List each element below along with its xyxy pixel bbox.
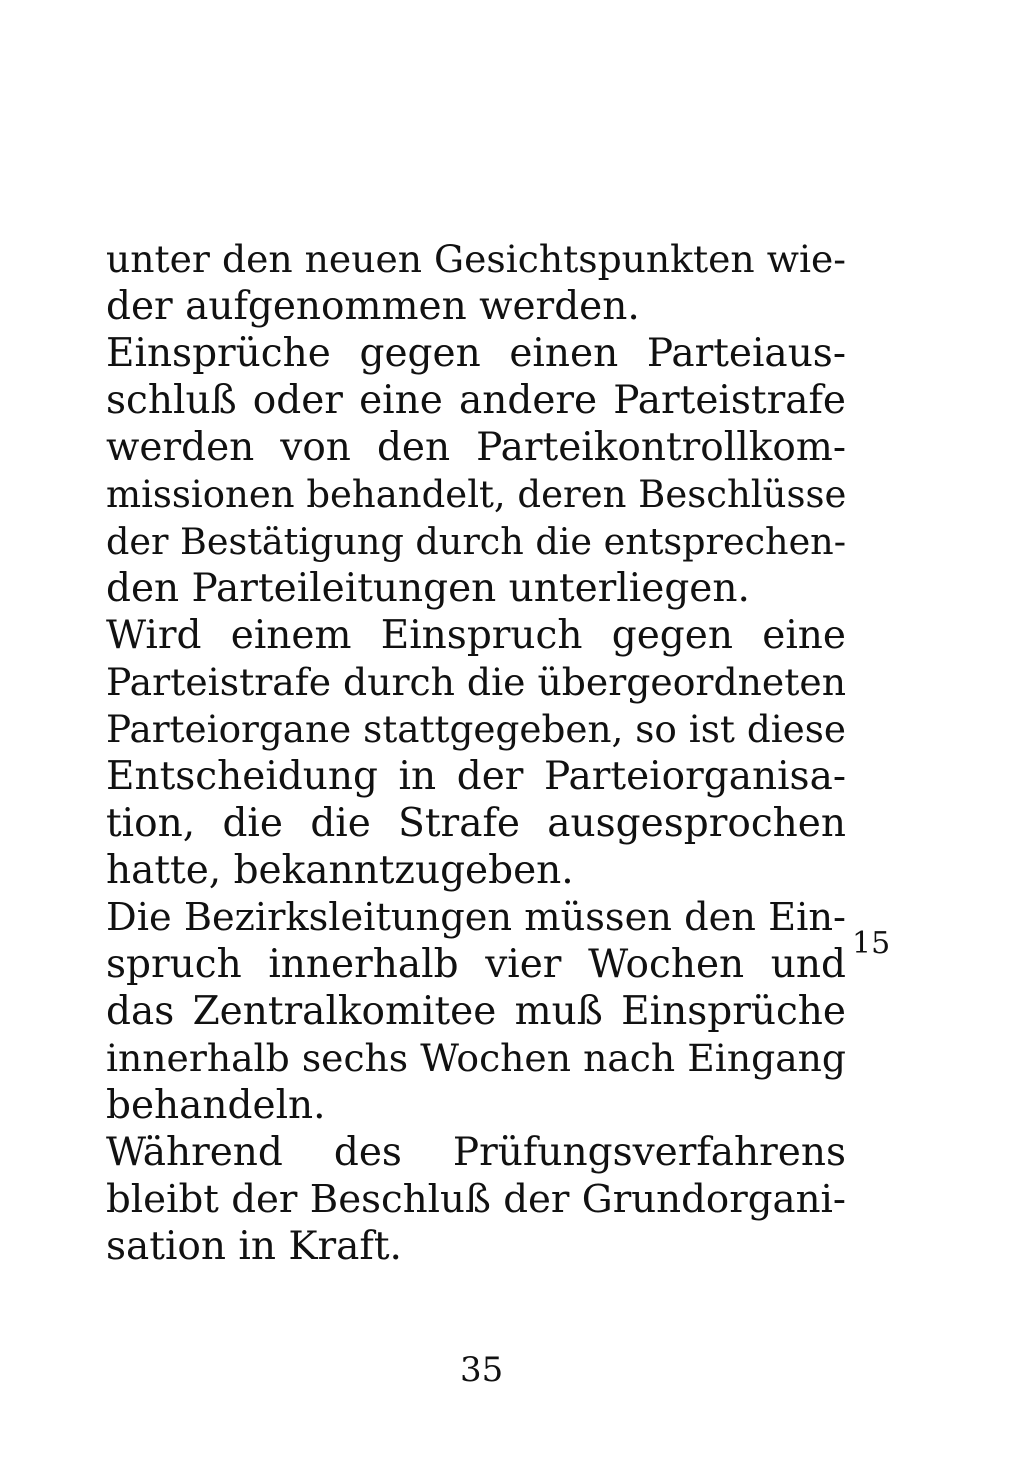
body-text	[106, 236, 846, 1270]
text-line: Entscheidung in der Parteiorganisa-	[106, 754, 846, 799]
text-line: missionen behandelt, deren Beschlüsse	[106, 473, 847, 516]
text-line: Wird einem Einspruch gegen eine	[106, 613, 846, 658]
text-line: den Parteileitungen unterliegen.	[106, 566, 750, 611]
text-line: Parteistrafe durch die übergeordneten	[106, 660, 846, 704]
text-line: werden von den Parteikontrollkom-	[106, 425, 846, 470]
text-line: Einsprüche gegen einen Parteiaus-	[106, 331, 846, 376]
text-line: Parteiorgane stattgegeben, so ist diese	[106, 707, 846, 751]
text-line: Die Bezirksleitungen müssen den Ein-	[106, 895, 847, 940]
text-line: schluß oder eine andere Parteistrafe	[106, 378, 846, 423]
text-line: unter den neuen Gesichtspunkten wie-	[106, 237, 846, 281]
text-line: der Bestätigung durch die entsprechen-	[106, 520, 847, 563]
text-line: sation in Kraft.	[106, 1224, 402, 1269]
text-line: der aufgenommen werden.	[106, 284, 640, 329]
text-line: tion, die die Strafe ausgesprochen	[106, 801, 846, 846]
text-line: das Zentralkomitee muß Einsprüche	[106, 989, 846, 1034]
text-line: behandeln.	[106, 1083, 326, 1128]
text-line: hatte, bekanntzugeben.	[106, 848, 574, 893]
text-line: innerhalb sechs Wochen nach Eingang	[106, 1036, 846, 1080]
margin-line-number: 15	[852, 926, 891, 961]
text-line: bleibt der Beschluß der Grundorgani-	[106, 1177, 846, 1222]
page-number: 35	[460, 1350, 504, 1390]
text-line: Während des Prüfungsverfahrens	[106, 1130, 846, 1175]
text-line: spruch innerhalb vier Wochen und	[106, 942, 846, 987]
